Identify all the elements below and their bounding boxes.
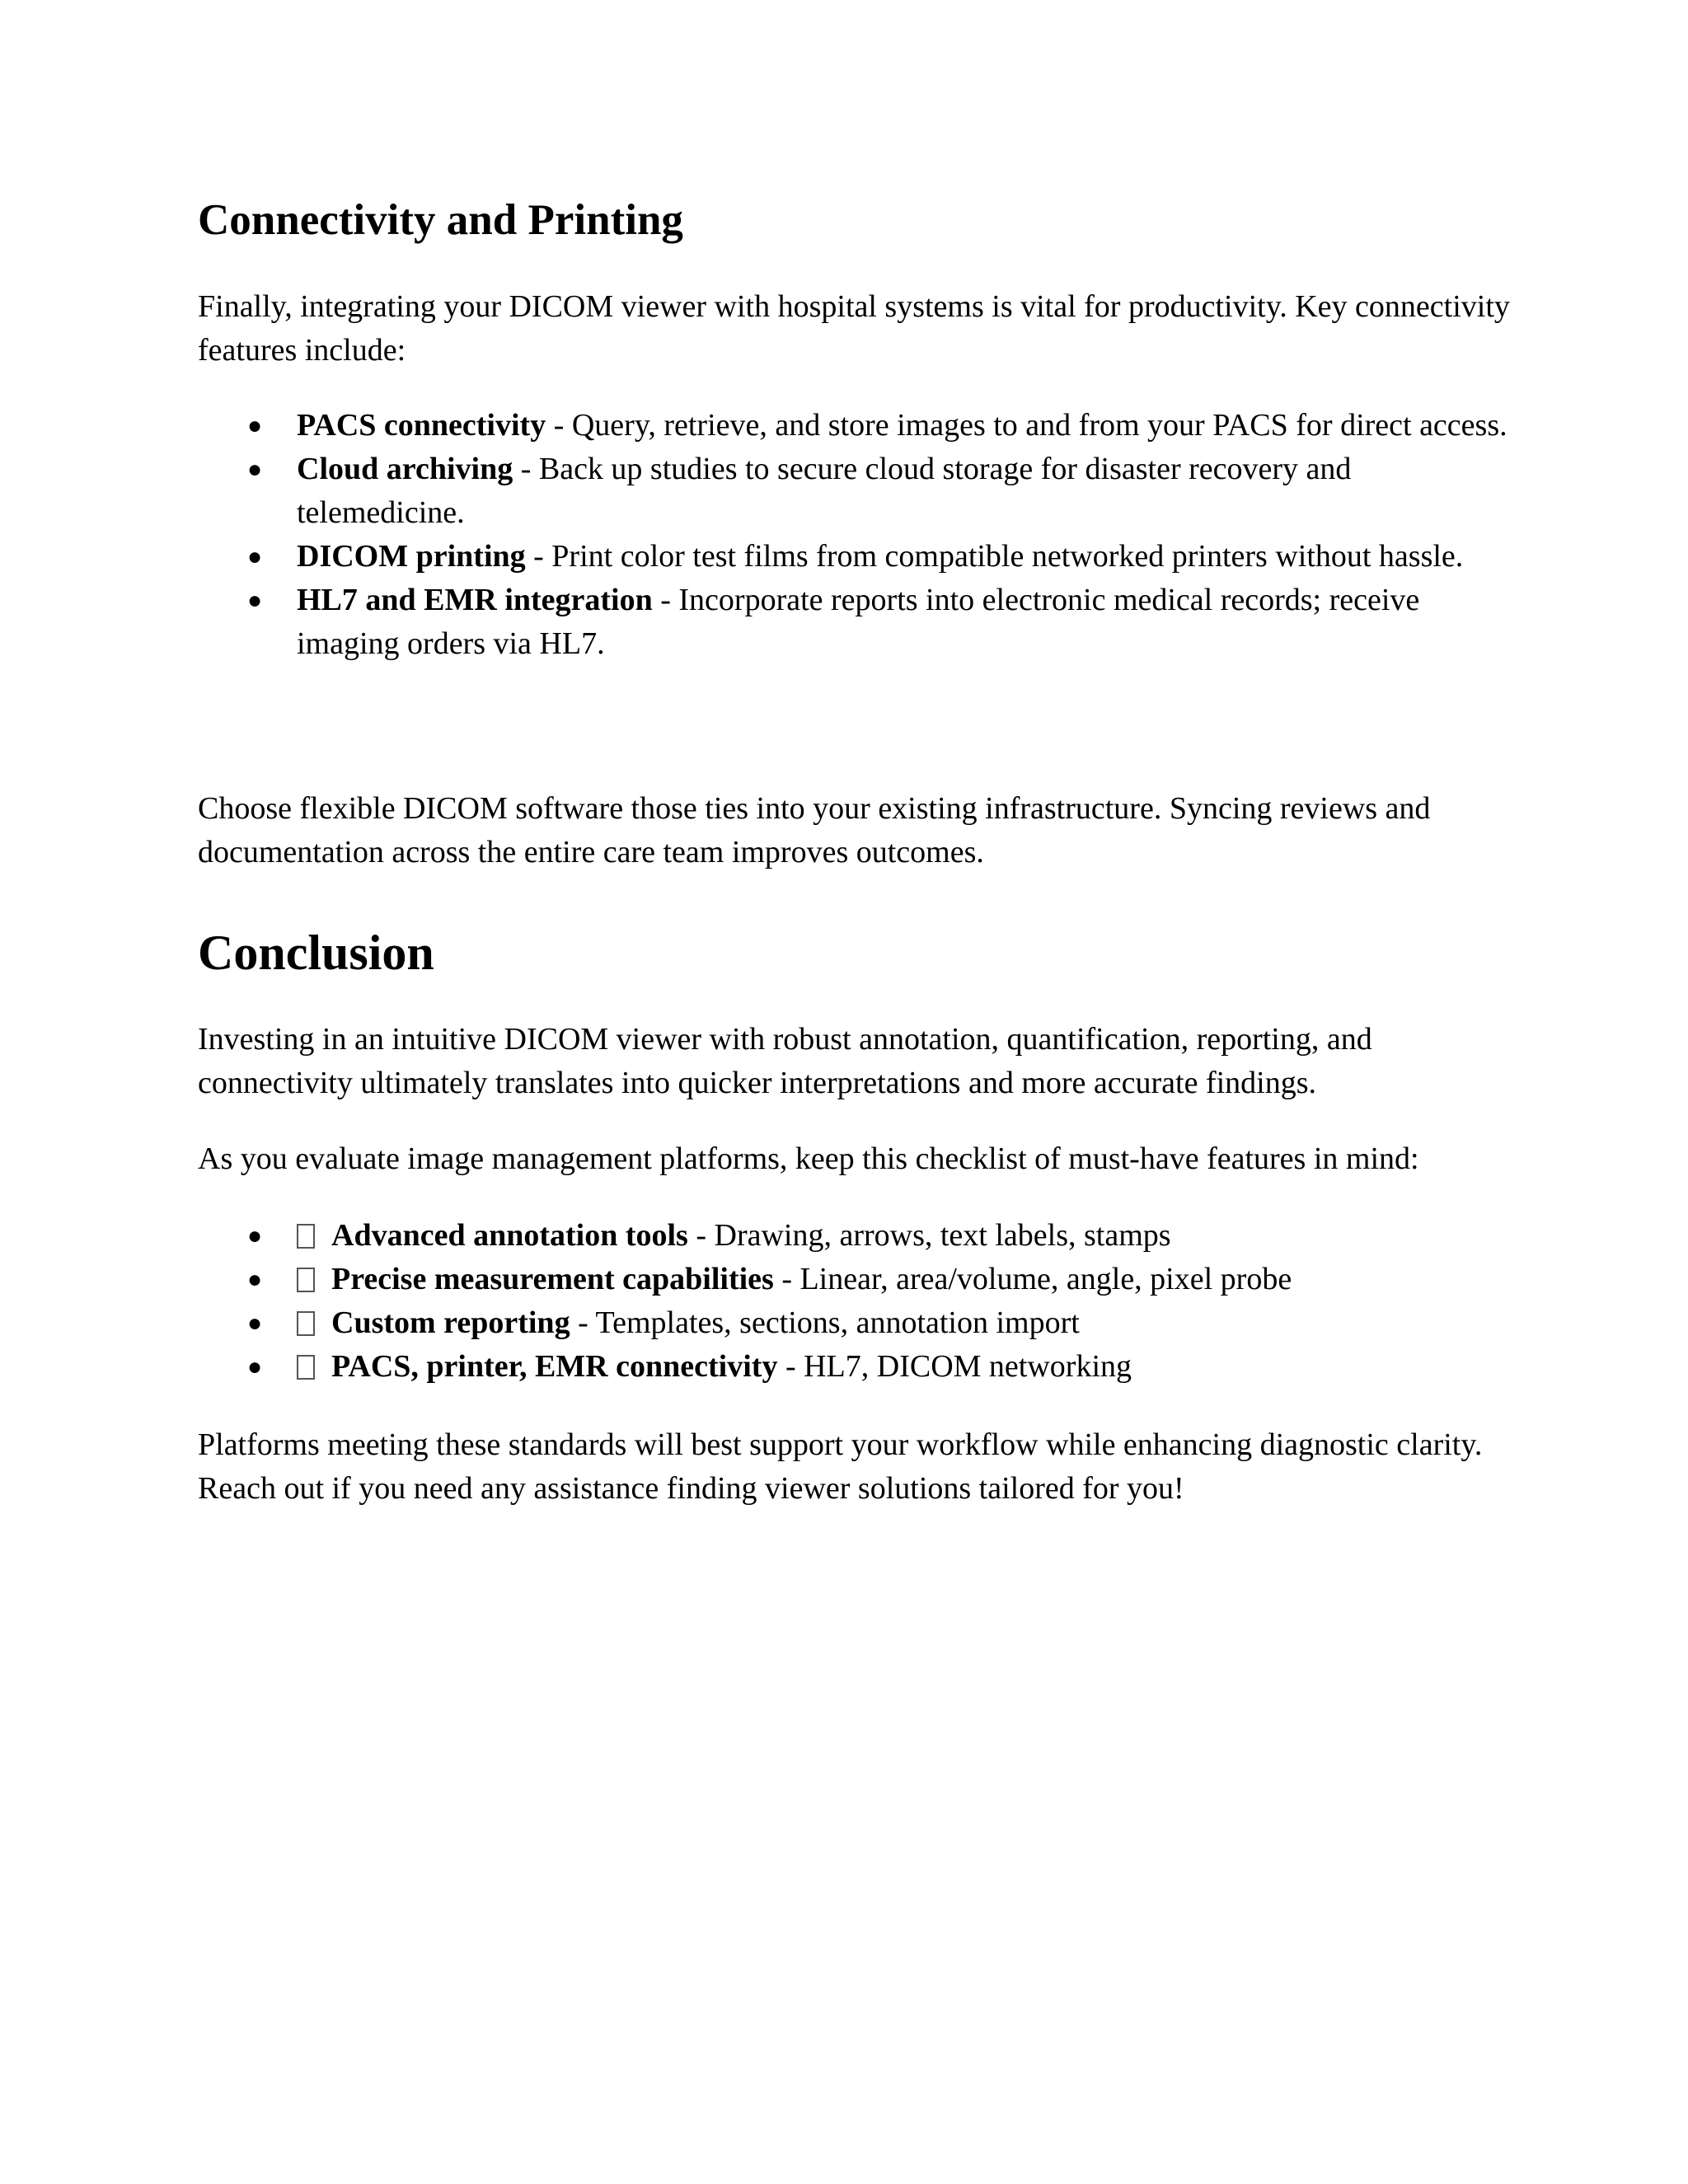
feature-description: - Drawing, arrows, text labels, stamps [687,1218,1171,1253]
bullet-icon: ● [247,1222,263,1249]
bullet-icon: ● [247,587,263,614]
checklist-intro-paragraph: As you evaluate image management platforms, keep this checklist of must-have features in mind: [198,1141,1419,1176]
list-item [198,1301,1517,1345]
list-item [198,1258,1517,1301]
must-have-checklist [198,1214,1517,1389]
bullet-icon: ● [247,1353,263,1380]
heading-conclusion: Conclusion [198,926,434,980]
list-item [198,579,1517,666]
bullet-icon: ● [247,1266,263,1293]
list-item [198,1345,1517,1389]
heading-connectivity-and-printing: Connectivity and Printing [198,196,683,244]
feature-term: Cloud archiving [297,452,513,486]
connectivity-outro-paragraph: Choose flexible DICOM software those ties into your existing infrastructure. Syncing reviews and documentation across the entire care team improves outcomes. [198,791,1431,869]
list-item [198,448,1517,535]
feature-description: - Query, retrieve, and store images to and from your PACS for direct access. [546,408,1507,443]
feature-description: - Templates, sections, annotation import [570,1305,1080,1340]
bullet-icon: ● [247,1310,263,1337]
checkbox-placeholder-icon [297,1311,315,1336]
feature-term: DICOM printing [297,539,526,574]
feature-description: - HL7, DICOM networking [777,1349,1132,1384]
connectivity-intro-paragraph: Finally, integrating your DICOM viewer with hospital systems is vital for productivity. Key connectivity features include: [198,289,1510,368]
feature-term: Advanced annotation tools [331,1218,688,1253]
conclusion-intro-paragraph: Investing in an intuitive DICOM viewer with robust annotation, quantification, reporting, and connectivity ultimately translates into quicker interpretations and more accurate findings. [198,1022,1372,1100]
list-item [198,535,1517,579]
checkbox-placeholder-icon [297,1224,315,1249]
feature-description: - Print color test films from compatible networked printers without hassle. [525,539,1464,574]
conclusion-outro-paragraph: Platforms meeting these standards will best support your workflow while enhancing diagnostic clarity. Reach out if you need any assistance finding viewer solutions tailored for you! [198,1427,1483,1506]
feature-description: - Incorporate reports into electronic medical records; receive imaging orders via HL7. [297,583,1420,661]
checkbox-placeholder-icon [297,1268,315,1292]
feature-description: - Linear, area/volume, angle, pixel probe [773,1262,1292,1296]
list-item [198,1214,1517,1258]
feature-term: Custom reporting [331,1305,570,1340]
feature-term: PACS, printer, EMR connectivity [331,1349,778,1384]
checkbox-placeholder-icon [297,1355,315,1380]
feature-description: - Back up studies to secure cloud storage for disaster recovery and telemedicine. [297,452,1352,530]
bullet-icon: ● [247,412,263,439]
feature-term: Precise measurement capabilities [331,1262,774,1296]
feature-term: HL7 and EMR integration [297,583,653,617]
list-item [198,404,1517,448]
bullet-icon: ● [247,456,263,483]
bullet-icon: ● [247,543,263,570]
feature-term: PACS connectivity [297,408,546,443]
connectivity-feature-list [198,404,1517,666]
